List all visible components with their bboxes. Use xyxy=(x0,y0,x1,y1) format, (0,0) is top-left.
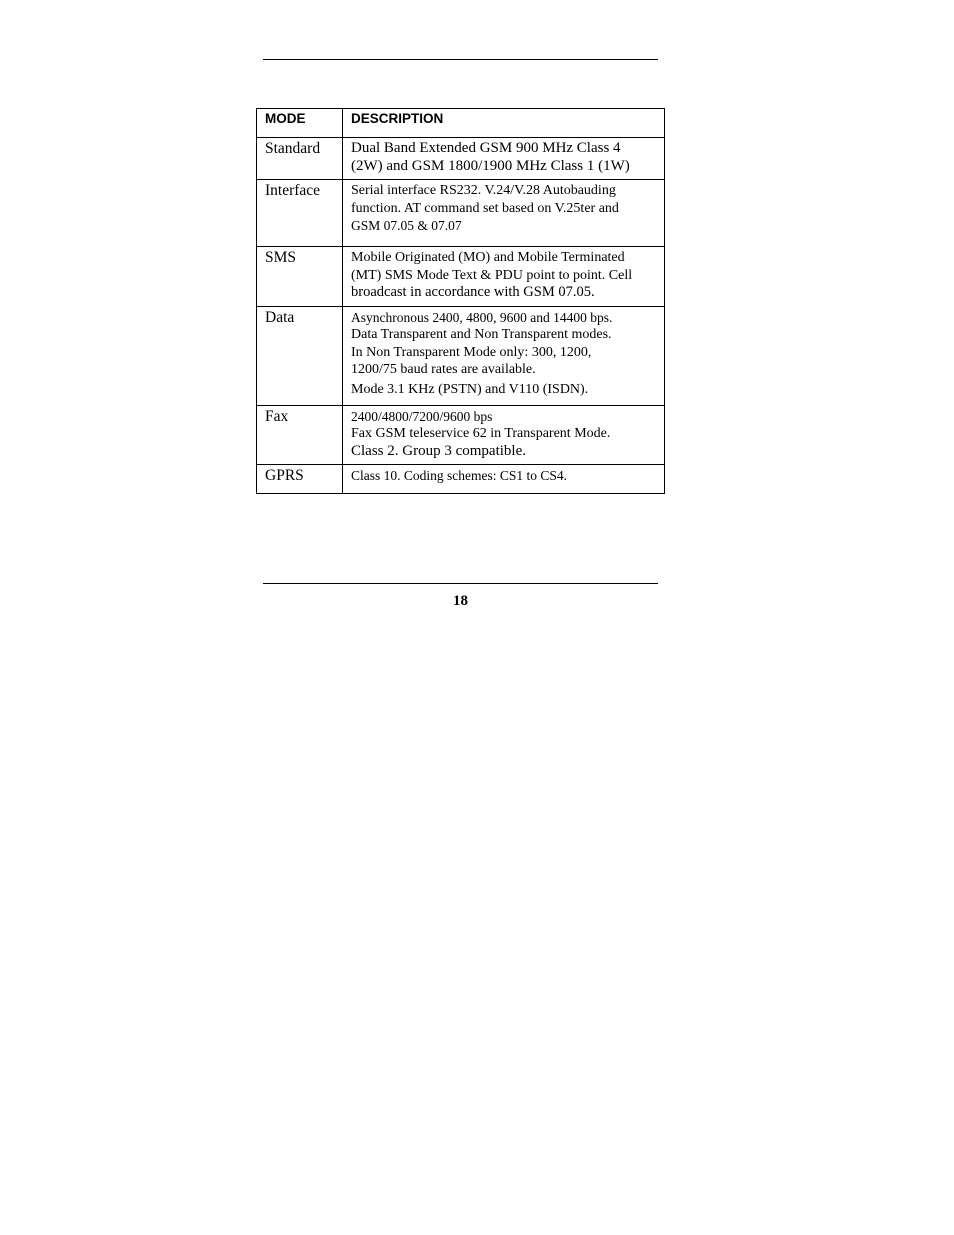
description-cell xyxy=(343,138,665,180)
table-row xyxy=(257,465,665,494)
description-line: (2W) and GSM 1800/1900 MHz Class 1 (1W) xyxy=(351,157,630,174)
table-row xyxy=(257,180,665,247)
description-line: 1200/75 baud rates are available. xyxy=(351,362,536,377)
description-line: 2400/4800/7200/9600 bps xyxy=(351,408,493,424)
description-line: Mode 3.1 KHz (PSTN) and V110 (ISDN). xyxy=(351,381,589,397)
table-row xyxy=(257,138,665,180)
column-header-description: DESCRIPTION xyxy=(343,109,665,138)
description-cell xyxy=(343,465,665,494)
mode-cell: GPRS xyxy=(257,465,343,494)
mode-cell: Standard xyxy=(257,138,343,180)
page-number: 18 xyxy=(453,593,468,609)
mode-cell: Fax xyxy=(257,405,343,465)
description-cell xyxy=(343,247,665,307)
description-line: Class 10. Coding schemes: CS1 to CS4. xyxy=(351,468,568,483)
description-cell xyxy=(343,405,665,465)
description-line: In Non Transparent Mode only: 300, 1200, xyxy=(351,344,592,360)
description-line: GSM 07.05 & 07.07 xyxy=(351,218,462,233)
table-header-row xyxy=(257,109,665,138)
description-line: (MT) SMS Mode Text & PDU point to point. Cell xyxy=(351,267,633,283)
specification-table xyxy=(256,108,665,494)
description-line: Mobile Originated (MO) and Mobile Terminated xyxy=(351,250,625,265)
column-header-mode: MODE xyxy=(257,109,343,138)
description-line: Data Transparent and Non Transparent modes. xyxy=(351,327,612,342)
description-cell xyxy=(343,180,665,247)
mode-cell: Interface xyxy=(257,180,343,247)
table-row xyxy=(257,306,665,405)
description-line: Dual Band Extended GSM 900 MHz Class 4 xyxy=(351,140,621,156)
table-row xyxy=(257,247,665,307)
description-line: Fax GSM teleservice 62 in Transparent Mode. xyxy=(351,426,611,441)
description-line: function. AT command set based on V.25ter and xyxy=(351,200,619,216)
description-line: Class 2. Group 3 compatible. xyxy=(351,442,526,459)
mode-cell: Data xyxy=(257,306,343,405)
header-rule xyxy=(263,59,658,60)
table-row xyxy=(257,405,665,465)
description-line: broadcast in accordance with GSM 07.05. xyxy=(351,284,595,300)
description-cell xyxy=(343,306,665,405)
description-line: Asynchronous 2400, 4800, 9600 and 14400 bps. xyxy=(351,309,613,325)
description-line: Serial interface RS232. V.24/V.28 Autobauding xyxy=(351,183,616,198)
footer-rule xyxy=(263,583,658,584)
mode-cell: SMS xyxy=(257,247,343,307)
